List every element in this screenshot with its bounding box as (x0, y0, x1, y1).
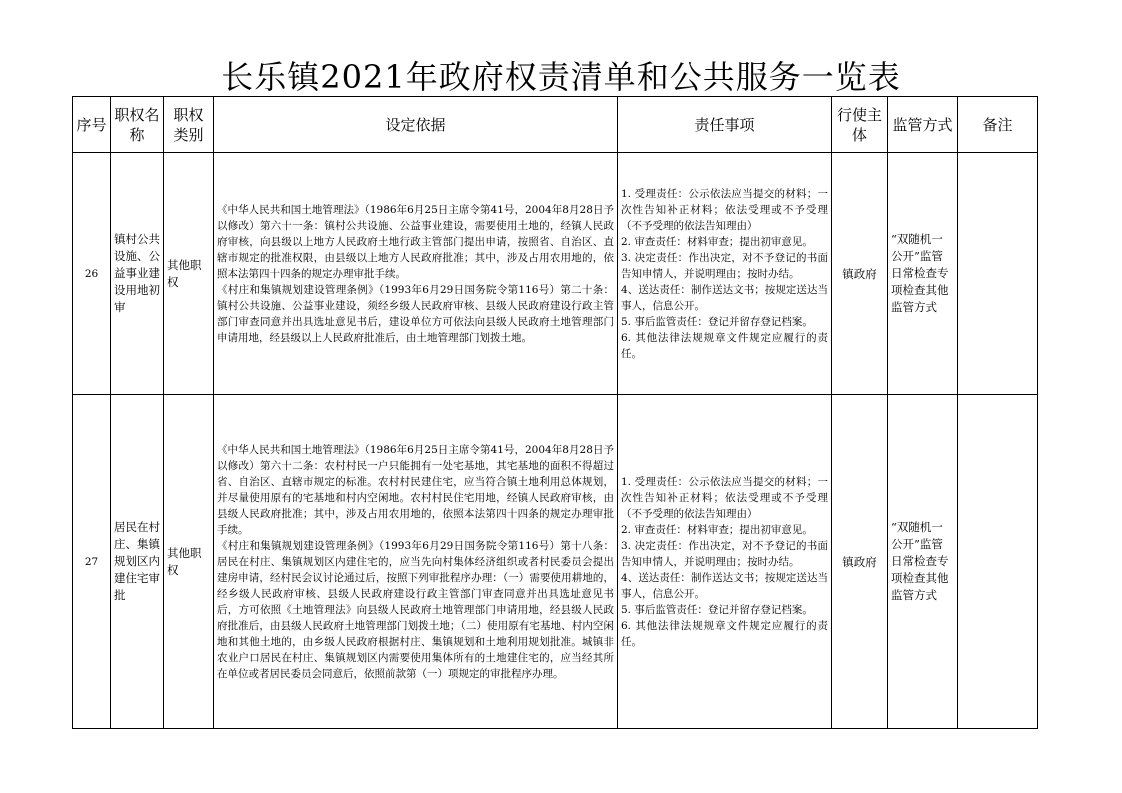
header-cell-num: 序号 (73, 97, 111, 153)
basis-paragraph: 《中华人民共和国土地管理法》（1986年6月25日主席令第41号，2004年8月28日予以修改）第六十二条：农村村民一户只能拥有一处宅基地，其宅基地的面积不得超过省、自治区、直辖市规定的标准。农村村民建住宅，应当符合镇土地利用总体规划，并尽量使用原有的宅基地和村内空闲地。农村村民住宅用地，经镇人民政府审核，由县级人民政府批准；其中，涉及占用农用地的，依照本法第四十四条的规定办理审批手续。 (217, 443, 614, 536)
basis-paragraph: 《村庄和集镇规划建设管理条例》（1993年6月29日国务院令第116号）第十八条：居民在村庄、集镇规划区内建住宅的，应当先向村集体经济组织或者村民委员会提出建房申请，经村民会议讨论通过后，按照下列审批程序办理：（一）需要使用耕地的，经乡级人民政府审核、县级人民政府建设行政主管部门审查同意并出具选址意见书后，方可依照《土地管理法》向县级人民政府土地管理部门申请用地，经县级人民政府批准后，由县级人民政府土地管理部门划拨土地；（二）使用原有宅基地、村内空闲地和其他土地的，由乡级人民政府根据村庄、集镇规划和土地利用规划批准。城镇非农业户口居民在村庄、集镇规划区内需要使用集体所有的土地建住宅的，应当经其所在单位或者居民委员会同意后，依照前款第（一）项规定的审批程序办理。 (217, 539, 614, 680)
authority-type: 其他职权 (164, 395, 214, 729)
document-title: 长乐镇2021年政府权责清单和公共服务一览表 (221, 58, 901, 96)
duty-item: 6. 其他法律法规规章文件规定应履行的责任。 (621, 619, 828, 648)
executing-body: 镇政府 (832, 395, 888, 729)
remarks (958, 395, 1038, 729)
duty-item: 1. 受理责任：公示依法应当提交的材料；一次性告知补正材料；依法受理或不予受理（不予受理的依法告知理由） (621, 187, 828, 232)
duty-item: 4、送达责任：制作送达文书；按规定送达当事人，信息公开。 (621, 571, 828, 600)
executing-body: 镇政府 (832, 153, 888, 395)
duty-item: 5. 事后监管责任：登记并留存登记档案。 (621, 315, 813, 328)
header-cell-name: 职权名称 (111, 97, 164, 153)
table-row (73, 153, 1038, 395)
legal-basis (214, 395, 618, 729)
header-cell-actor: 行使主体 (832, 97, 888, 153)
responsibility-items (618, 153, 832, 395)
row-number: 26 (73, 153, 111, 395)
duty-item: 3. 决定责任：作出决定，对不予登记的书面告知申情人，并说明理由；按时办结。 (621, 539, 828, 568)
duty-item: 5. 事后监管责任：登记并留存登记档案。 (621, 603, 813, 616)
supervision-method: “双随机一公开”监管日常检查专项检查其他监管方式 (888, 395, 958, 729)
authority-type: 其他职权 (164, 153, 214, 395)
duty-item: 2. 审查责任：材料审查；提出初审意见。 (621, 235, 813, 248)
header-cell-supervision: 监管方式 (888, 97, 958, 153)
duty-item: 3. 决定责任：作出决定，对不予登记的书面告知申情人，并说明理由；按时办结。 (621, 251, 828, 280)
header-cell-type: 职权类别 (164, 97, 214, 153)
duty-item: 4、送达责任：制作送达文书；按规定送达当事人，信息公开。 (621, 283, 828, 312)
header-cell-basis: 设定依据 (214, 97, 618, 153)
authority-name: 镇村公共设施、公益事业建设用地初审 (111, 153, 164, 395)
legal-basis (214, 153, 618, 395)
remarks (958, 153, 1038, 395)
authority-name: 居民在村庄、集镇规划区内建住宅审批 (111, 395, 164, 729)
authority-table (72, 96, 1038, 729)
basis-paragraph: 《中华人民共和国土地管理法》（1986年6月25日主席令第41号，2004年8月28日予以修改）第六十一条：镇村公共设施、公益事业建设，需要使用土地的，经镇人民政府审核，向县级以上地方人民政府土地行政主管部门提出申请，按照省、自治区、直辖市规定的批准权限，由县级以上地方人民政府批准；其中，涉及占用农用地的，依照本法第四十四条的规定办理审批手续。 (217, 203, 614, 280)
supervision-method: “双随机一公开”监管日常检查专项检查其他监管方式 (888, 153, 958, 395)
row-number: 27 (73, 395, 111, 729)
responsibility-items (618, 395, 832, 729)
duty-item: 2. 审查责任：材料审查；提出初审意见。 (621, 523, 813, 536)
table-row (73, 395, 1038, 729)
duty-item: 6. 其他法律法规规章文件规定应履行的责任。 (621, 331, 828, 360)
header-cell-duties: 责任事项 (618, 97, 832, 153)
duty-item: 1. 受理责任：公示依法应当提交的材料；一次性告知补正材料；依法受理或不予受理（不予受理的依法告知理由） (621, 475, 828, 520)
header-cell-note: 备注 (958, 97, 1038, 153)
basis-paragraph: 《村庄和集镇规划建设管理条例》（1993年6月29日国务院令第116号）第二十条：镇村公共设施、公益事业建设，须经乡级人民政府审核、县级人民政府建设行政主管部门审查同意并出具选址意见书后，建设单位方可依法向县级人民政府土地管理部门申请用地，经县级以上人民政府批准后，由土地管理部门划拨土地。 (217, 283, 614, 344)
table-header-row (73, 97, 1038, 153)
